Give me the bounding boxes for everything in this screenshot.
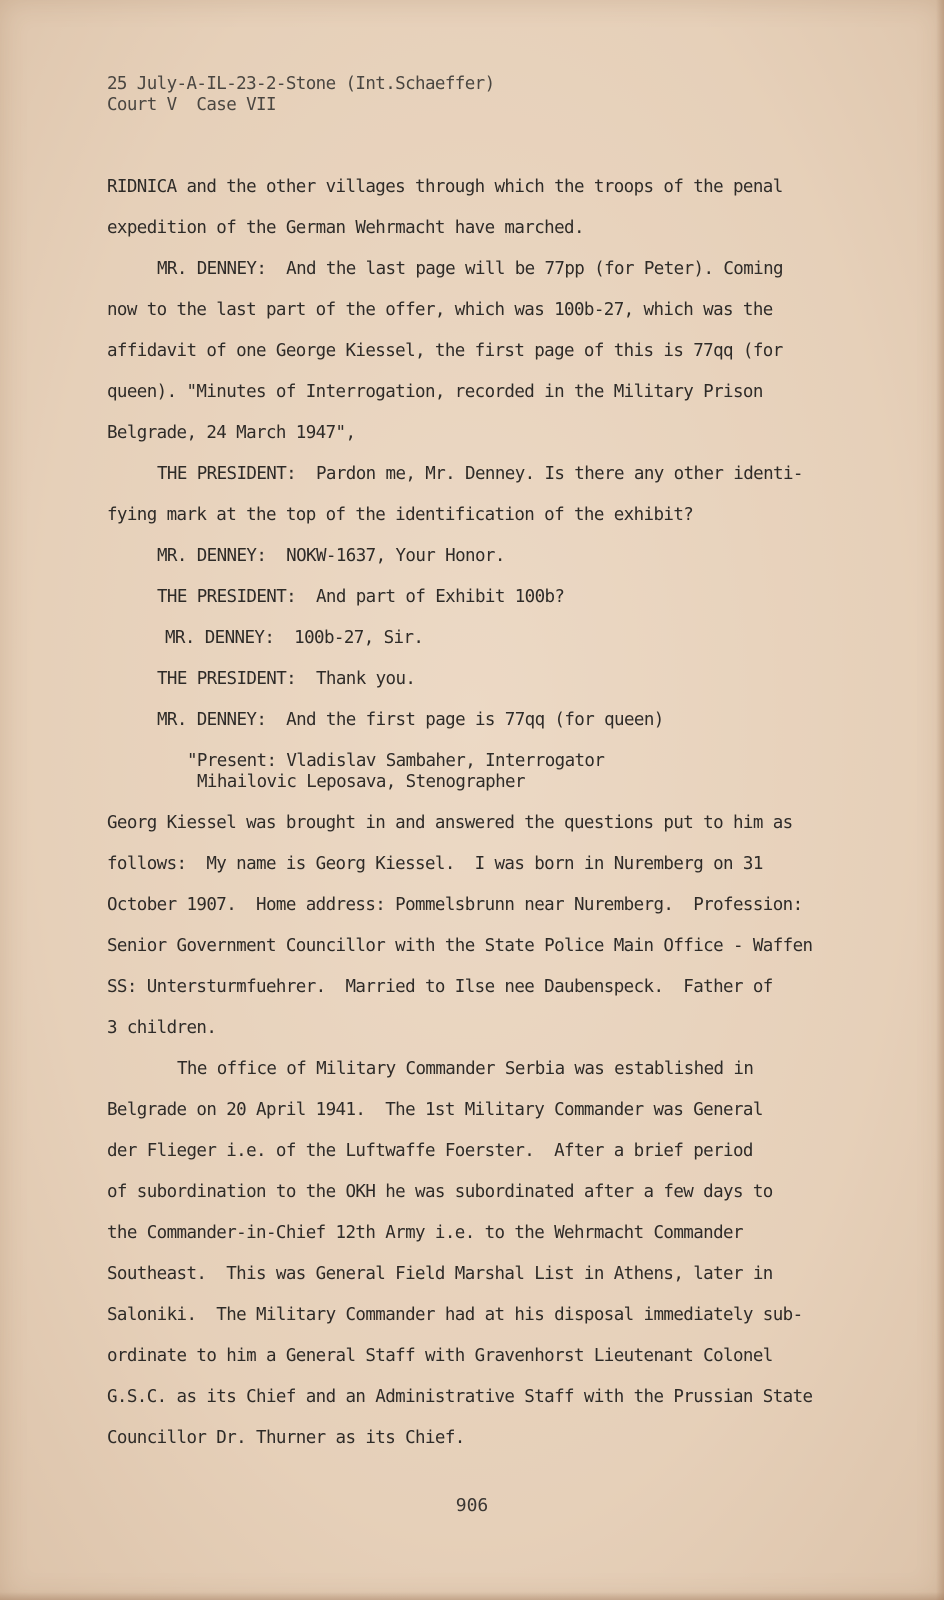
body-line-4: now to the last part of the offer, which was 100b-27, which was the (107, 300, 773, 320)
body-line-17: Georg Kiessel was brought in and answered the questions put to him as (107, 813, 793, 833)
body-line-25: der Flieger i.e. of the Luftwaffe Foerster. After a brief period (107, 1141, 753, 1161)
body-line-14: MR. DENNEY: And the first page is 77qq (for queen) (157, 710, 664, 730)
body-line-10: MR. DENNEY: NOKW-1637, Your Honor. (157, 546, 505, 566)
body-line-11: THE PRESIDENT: And part of Exhibit 100b? (157, 587, 565, 607)
body-line-31: G.S.C. as its Chief and an Administrative Staff with the Prussian State (107, 1387, 813, 1407)
body-line-21: SS: Untersturmfuehrer. Married to Ilse nee Daubenspeck. Father of (107, 977, 773, 997)
body-line-24: Belgrade on 20 April 1941. The 1st Military Commander was General (107, 1100, 763, 1120)
body-line-29: Saloniki. The Military Commander had at his disposal immediately sub- (107, 1305, 803, 1325)
body-line-16: Mihailovic Leposava, Stenographer (197, 772, 525, 792)
body-line-8: THE PRESIDENT: Pardon me, Mr. Denney. Is there any other identi- (157, 464, 803, 484)
body-line-7: Belgrade, 24 March 1947", (107, 423, 356, 443)
body-line-15: "Present: Vladislav Sambaher, Interrogator (187, 751, 605, 771)
page-number: 906 (455, 1495, 489, 1516)
body-line-9: fying mark at the top of the identification of the exhibit? (107, 505, 694, 525)
header-line-2: Court V Case VII (107, 95, 276, 115)
body-line-27: the Commander-in-Chief 12th Army i.e. to the Wehrmacht Commander (107, 1223, 743, 1243)
body-line-6: queen). "Minutes of Interrogation, recorded in the Military Prison (107, 382, 763, 402)
body-line-23: The office of Military Commander Serbia was established in (177, 1059, 754, 1079)
body-line-26: of subordination to the OKH he was subordinated after a few days to (107, 1182, 773, 1202)
body-line-30: ordinate to him a General Staff with Gravenhorst Lieutenant Colonel (107, 1346, 773, 1366)
body-line-32: Councillor Dr. Thurner as its Chief. (107, 1428, 465, 1448)
body-line-18: follows: My name is Georg Kiessel. I was born in Nuremberg on 31 (107, 854, 763, 874)
body-line-28: Southeast. This was General Field Marshal List in Athens, later in (107, 1264, 773, 1284)
body-line-12: MR. DENNEY: 100b-27, Sir. (165, 628, 424, 648)
body-line-19: October 1907. Home address: Pommelsbrunn near Nuremberg. Profession: (107, 895, 803, 915)
body-line-20: Senior Government Councillor with the State Police Main Office - Waffen (107, 936, 813, 956)
body-line-13: THE PRESIDENT: Thank you. (157, 669, 416, 689)
body-line-2: expedition of the German Wehrmacht have marched. (107, 218, 584, 238)
body-line-5: affidavit of one George Kiessel, the first page of this is 77qq (for (107, 341, 783, 361)
body-line-3: MR. DENNEY: And the last page will be 77pp (for Peter). Coming (157, 259, 783, 279)
page-edge-shadow-right (936, 0, 944, 1600)
body-line-22: 3 children. (107, 1018, 217, 1038)
header-line-1: 25 July-A-IL-23-2-Stone (Int.Schaeffer) (107, 74, 495, 94)
body-line-1: RIDNICA and the other villages through which the troops of the penal (107, 177, 783, 197)
page-edge-shadow-bottom (0, 1592, 944, 1600)
